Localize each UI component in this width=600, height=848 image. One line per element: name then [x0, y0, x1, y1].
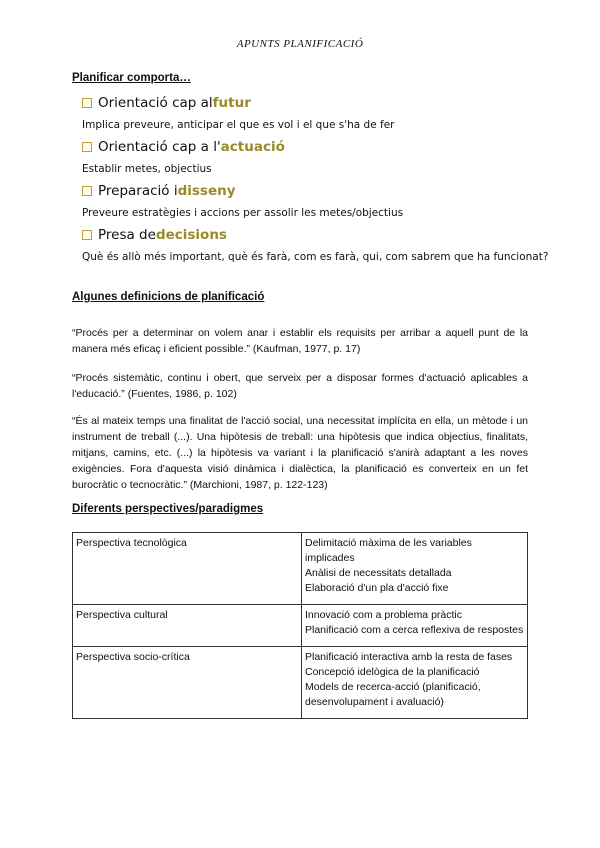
table-cell-points: [302, 533, 528, 605]
bullet-description: Implica preveure, anticipar el que es vol i el que s'ha de fer: [82, 119, 395, 131]
point-line: Concepció idelògica de la planificació: [305, 666, 480, 678]
bullet-highlight: actuació: [220, 139, 285, 155]
table-cell-name: Perspectiva tecnològica: [73, 533, 302, 605]
table-row: [73, 533, 528, 605]
bullet-description: Establir metes, objectius: [82, 163, 212, 175]
bullet-text: Preparació i: [98, 183, 178, 199]
bullet-text: Presa de: [98, 227, 156, 243]
point-line: Elaboració d'un pla d'acció fixe: [305, 582, 449, 594]
point-line: Planificació interactiva amb la resta de fases: [305, 651, 513, 663]
point-line: Models de recerca-acció (planificació, desenvolupament i avaluació): [305, 681, 481, 708]
quote-marchioni: “És al mateix temps una finalitat de l'acció social, una necessitat implícita en ella, un mètode i un instrument de treball (...). Una hipòtesis de treball: una hipòtesis que indica objectius, finalitats, mitjans, camins, etc. (...) la hipòtesis va variant i la planificació s'anirà adaptant a les noves exigències. Fora d'aquesta visió dinàmica i dialèctica, la planificació es converteix en un fet burocràtic o tecnocràtic.” (Marchioni, 1987, p. 122-123): [72, 415, 528, 491]
bullet-item: [82, 95, 251, 111]
point-line: Anàlisi de necessitats detallada: [305, 567, 452, 579]
quote-kaufman: “Procés per a determinar on volem anar i establir els requisits per arribar a aquell punt de la manera més eficaç i eficient possible.” (Kaufman, 1977, p. 17): [72, 327, 528, 355]
point-line: Delimitació màxima de les variables implicades: [305, 537, 472, 564]
table-cell-name: Perspectiva socio-crítica: [73, 647, 302, 719]
table-cell-points: [302, 605, 528, 647]
bullet-highlight: decisions: [155, 227, 227, 243]
table-cell-name: Perspectiva cultural: [73, 605, 302, 647]
checkbox-bullet-icon: [82, 186, 92, 196]
point-line: Innovació com a problema pràctic: [305, 609, 462, 621]
quote-fuentes: “Procés sistemàtic, continu i obert, que serveix per a disposar formes d'actuació aplicables a l'educació.” (Fuentes, 1986, p. 102): [72, 372, 528, 400]
bullet-item: [82, 227, 227, 243]
checkbox-bullet-icon: [82, 230, 92, 240]
table-row: [73, 605, 528, 647]
bullet-description: Preveure estratègies i accions per assolir les metes/objectius: [82, 207, 404, 219]
bullet-item: [82, 139, 285, 155]
perspectives-table: [72, 532, 528, 719]
bullet-text: Orientació cap a l': [98, 139, 221, 155]
point-line: Planificació com a cerca reflexiva de respostes: [305, 624, 524, 636]
checkbox-bullet-icon: [82, 98, 92, 108]
checkbox-bullet-icon: [82, 142, 92, 152]
section-title-definicions: Algunes definicions de planificació: [72, 291, 265, 303]
bullet-item: [82, 183, 236, 199]
table-cell-points: [302, 647, 528, 719]
table-row: [73, 647, 528, 719]
section-title-perspectives: Diferents perspectives/paradigmes: [72, 503, 264, 515]
bullet-text: Orientació cap al: [98, 95, 213, 111]
bullet-highlight: futur: [212, 95, 251, 111]
section-title-planificar: Planificar comporta…: [72, 72, 191, 84]
page-header: APUNTS PLANIFICACIÓ: [236, 38, 364, 50]
bullet-highlight: disseny: [177, 183, 236, 199]
bullet-description: Què és allò més important, què és farà, com es farà, qui, com sabrem que ha funcionat?: [82, 251, 549, 263]
